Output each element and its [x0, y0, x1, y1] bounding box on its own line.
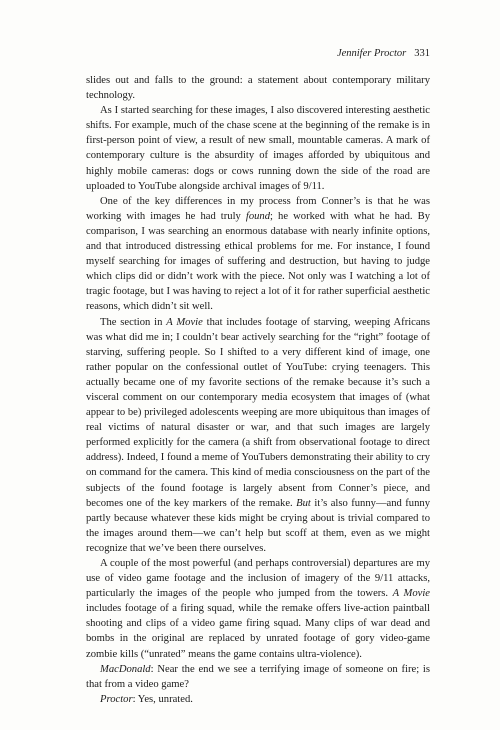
- paragraph: [86, 315, 430, 557]
- text-run: A couple of the most powerful (and perhaps controversial) departures are my use of video game footage and the inclusion of imagery of the 9/11 attacks, particularly the images of the people who jumped from the towers.: [86, 558, 430, 600]
- italic-text: found: [245, 210, 271, 222]
- paragraph: [86, 103, 430, 194]
- text-run: : Yes, unrated.: [132, 693, 193, 705]
- italic-text: MacDonald: [100, 663, 151, 675]
- text-run: includes footage of a firing squad, while the remake offers live-action paintball shooting and clips of a video game firing squad. Many clips of war dead and bombs in the original are replaced by unrated footage of gory video-game zombie kills (“unrated” means the game contains ultra-violence).: [86, 603, 430, 660]
- text-run: slides out and falls to the ground: a statement about contemporary military technology.: [86, 75, 430, 102]
- paragraph: [86, 194, 430, 315]
- running-header: [337, 48, 430, 59]
- paragraph: [86, 662, 430, 692]
- italic-text: A Movie: [166, 316, 203, 328]
- page-number: 331: [414, 48, 430, 59]
- text-run: it’s also funny—and funny partly because whatever these kids might be crying about is trivial compared to the images around them—we can’t help but scoff at them, even as we might recognize that we’ve been there ourselves.: [86, 497, 430, 554]
- text-run: that includes footage of starving, weeping Africans was what did me in; I couldn’t bear actively searching for the “right” footage of starving, suffering people. So I shifted to a very different kind of image, one rather popular on the confessional outlet of YouTube: crying teenagers. This actually became one of my favorite sections of the remake because it’s such a visceral comment on our contemporary media ecosystem that images of (what appear to be) privileged adolescents weeping are more ubiquitous than images of real victims of natural disaster or war, and that such images are largely performed explicitly for the camera (a shift from observational footage to direct address). Indeed, I found a meme of YouTubers demonstrating their ability to cry on command for the camera. This kind of media consciousness on the part of the subjects of the found footage is largely absent from Conner’s piece, and becomes one of the key markers of the remake.: [86, 316, 431, 509]
- text-run: The section in: [100, 316, 167, 328]
- paragraph: [86, 73, 430, 103]
- paragraph: [86, 692, 430, 707]
- paragraph: [86, 556, 430, 662]
- italic-text: But: [296, 497, 311, 509]
- text-run: As I started searching for these images, I also discovered interesting aesthetic shifts. For example, much of the chase scene at the beginning of the remake is in first-person point of view, a result of new small, mountable cameras. A mark of contemporary culture is the absurdity of images afforded by ubiquitous and highly mobile cameras: dogs or cows running down the side of the road are uploaded to YouTube alongside archival images of 9/11.: [86, 105, 430, 192]
- text-run: : Near the end we see a terrifying image of someone on fire; is that from a video game?: [86, 663, 430, 690]
- italic-text: A Movie: [392, 588, 431, 600]
- text-run: ; he worked with what he had. By comparison, I was searching an enormous database with nearly infinite options, and that introduced distressing ethical problems for me. For instance, I found myself searching for images of suffering and destruction, but having to judge which clips did or didn’t work with the piece. Not only was I watching a lot of tragic footage, but I was having to reject a lot of it for rather superficial aesthetic reasons, which didn’t sit well.: [86, 210, 430, 313]
- italic-text: Proctor: [100, 693, 133, 705]
- body-text: [86, 73, 430, 707]
- text-run: One of the key differences in my process from Conner’s is that he was working with images he had truly: [86, 195, 430, 222]
- running-header-author: Jennifer Proctor: [336, 48, 407, 59]
